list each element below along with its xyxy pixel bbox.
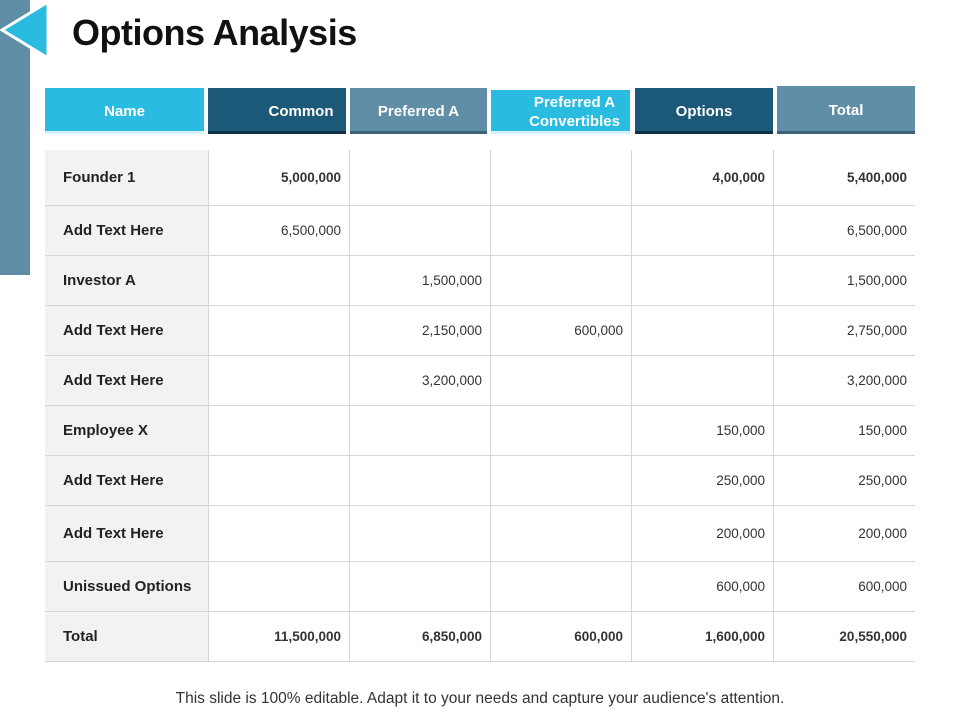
row-name: Employee X: [45, 406, 208, 455]
cell-options: [632, 356, 773, 405]
cell-options: 600,000: [716, 579, 765, 594]
cell-preferred-a: [350, 150, 490, 205]
header-options: Options: [635, 88, 773, 134]
cell-preferred-a: 6,850,000: [421, 629, 482, 644]
row-name: Total: [45, 612, 208, 661]
cell-preferred-a: 3,200,000: [421, 373, 482, 388]
cell-common: [209, 406, 349, 455]
footer-note: This slide is 100% editable. Adapt it to your needs and capture your audience's attention.: [175, 690, 785, 707]
table-row: [45, 406, 915, 456]
cell-convertibles: [491, 506, 631, 561]
table-row: [45, 256, 915, 306]
row-name: Add Text Here: [45, 356, 208, 405]
header-preferred-a-convertibles: Preferred A Convertibles: [491, 90, 630, 134]
cell-total: 250,000: [858, 473, 907, 488]
row-name: Add Text Here: [45, 206, 208, 255]
table-row: [45, 306, 915, 356]
table-row: [45, 206, 915, 256]
table-row: [45, 356, 915, 406]
cell-options: [632, 306, 773, 355]
table-total-row: [45, 612, 915, 662]
cell-common: 6,500,000: [280, 223, 341, 238]
cell-total: 20,550,000: [839, 629, 907, 644]
cell-preferred-a: [350, 406, 490, 455]
header-preferred-a: Preferred A: [350, 88, 487, 134]
row-name: Add Text Here: [45, 456, 208, 505]
cell-convertibles: [491, 150, 631, 205]
row-name: Investor A: [45, 256, 208, 305]
cell-total: 3,200,000: [846, 373, 907, 388]
table-row: [45, 562, 915, 612]
cell-convertibles: [491, 356, 631, 405]
cell-convertibles: [491, 456, 631, 505]
cell-common: [209, 306, 349, 355]
cell-common: [209, 256, 349, 305]
row-name: Unissued Options: [45, 562, 208, 611]
cell-preferred-a: [350, 456, 490, 505]
header-total: Total: [777, 86, 915, 134]
table-row: [45, 456, 915, 506]
cell-total: 200,000: [858, 526, 907, 541]
cell-options: 150,000: [716, 423, 765, 438]
cell-total: 150,000: [858, 423, 907, 438]
cell-preferred-a: 2,150,000: [421, 323, 482, 338]
row-name: Add Text Here: [45, 506, 208, 561]
cell-convertibles: [491, 406, 631, 455]
cell-options: 200,000: [716, 526, 765, 541]
cell-common: 11,500,000: [274, 629, 341, 644]
back-arrow-icon: [0, 0, 60, 60]
cell-convertibles: 600,000: [574, 629, 623, 644]
cell-total: 5,400,000: [846, 170, 907, 185]
cell-common: [209, 562, 349, 611]
cell-options: 4,00,000: [712, 170, 765, 185]
cell-convertibles: [491, 562, 631, 611]
page-title: Options Analysis: [72, 12, 357, 53]
options-table: [45, 150, 915, 662]
cell-convertibles: [491, 206, 631, 255]
cell-total: 6,500,000: [846, 223, 907, 238]
cell-preferred-a: [350, 206, 490, 255]
cell-options: [632, 206, 773, 255]
cell-common: [209, 506, 349, 561]
cell-common: [209, 356, 349, 405]
cell-total: 600,000: [858, 579, 907, 594]
cell-total: 1,500,000: [846, 273, 907, 288]
cell-convertibles: 600,000: [574, 323, 623, 338]
header-common: Common: [208, 88, 346, 134]
cell-options: 1,600,000: [704, 629, 765, 644]
header-name: Name: [45, 88, 204, 134]
row-name: Add Text Here: [45, 306, 208, 355]
cell-preferred-a: 1,500,000: [421, 273, 482, 288]
table-row: [45, 150, 915, 206]
cell-total: 2,750,000: [846, 323, 907, 338]
cell-common: 5,000,000: [280, 170, 341, 185]
cell-preferred-a: [350, 562, 490, 611]
table-row: [45, 506, 915, 562]
cell-options: 250,000: [716, 473, 765, 488]
cell-preferred-a: [350, 506, 490, 561]
cell-common: [209, 456, 349, 505]
cell-convertibles: [491, 256, 631, 305]
cell-options: [632, 256, 773, 305]
row-name: Founder 1: [45, 150, 208, 205]
